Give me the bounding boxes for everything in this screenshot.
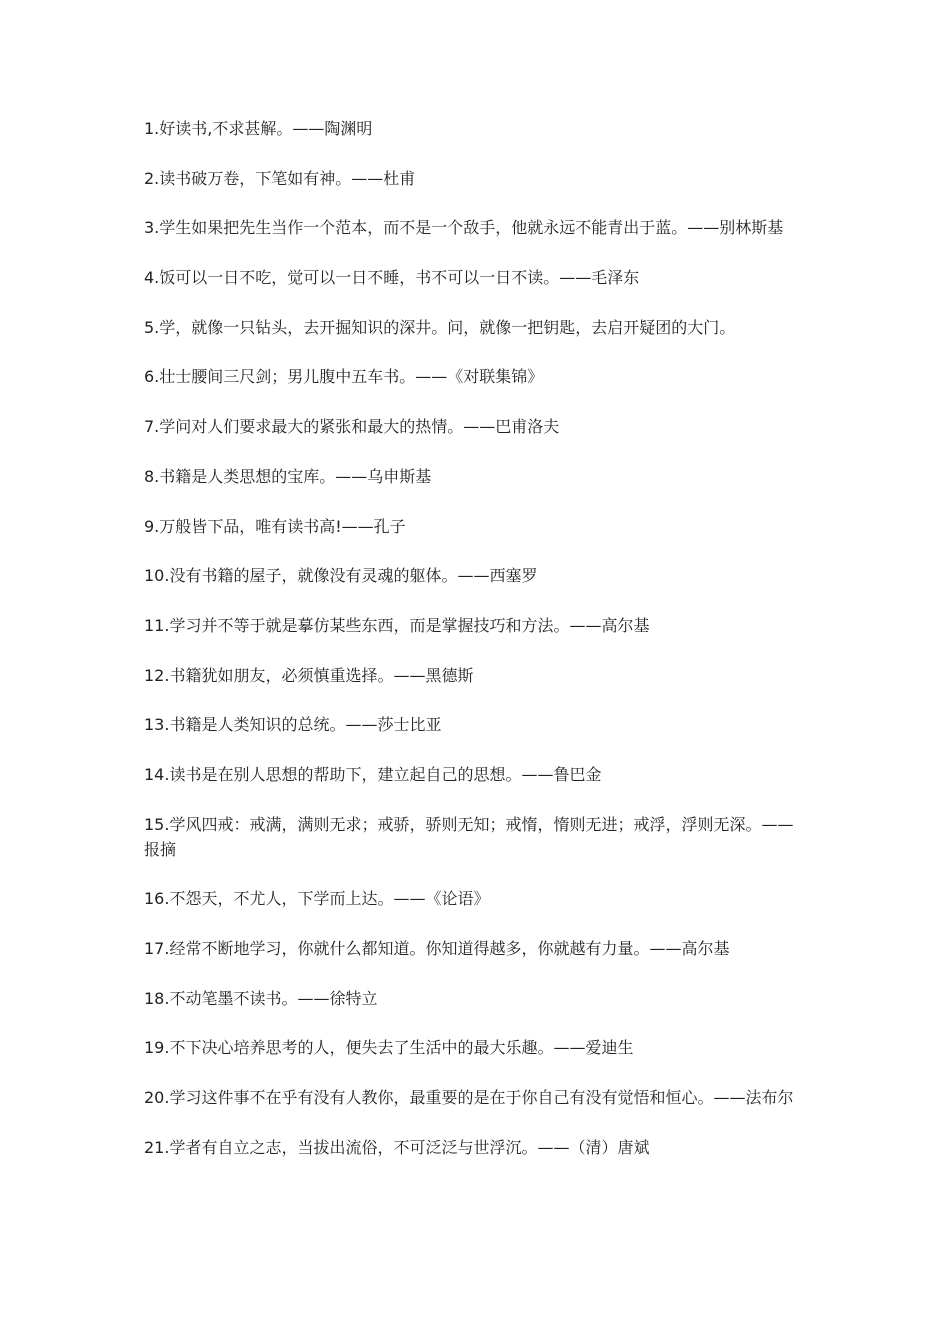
quote-item: 19.不下决心培养思考的人，便失去了生活中的最大乐趣。——爱迪生: [144, 1038, 634, 1058]
quote-item: 7.学问对人们要求最大的紧张和最大的热情。——巴甫洛夫: [144, 417, 560, 437]
quote-item: 9.万般皆下品，唯有读书高!——孔子: [144, 516, 406, 536]
quote-item: 14.读书是在别人思想的帮助下，建立起自己的思想。——鲁巴金: [144, 764, 602, 784]
quote-item: 18.不动笔墨不读书。——徐特立: [144, 988, 378, 1008]
quote-item: 1.好读书,不求甚解。——陶渊明: [144, 119, 373, 138]
quote-item: 2.读书破万卷，下笔如有神。——杜甫: [144, 168, 416, 188]
quote-item: 13.书籍是人类知识的总统。——莎士比亚: [144, 715, 442, 735]
quote-item: 5.学，就像一只钻头，去开掘知识的深井。问，就像一把钥匙，去启开疑团的大门。: [144, 317, 736, 337]
quote-list: [144, 116, 806, 1184]
quote-item: 8.书籍是人类思想的宝库。——乌申斯基: [144, 466, 432, 486]
quote-item: 10.没有书籍的屋子，就像没有灵魂的躯体。——西塞罗: [144, 566, 538, 586]
quote-item: 20.学习这件事不在乎有没有人教你，最重要的是在于你自己有没有觉悟和恒心。——法布尔: [144, 1088, 794, 1108]
quote-item: 21.学者有自立之志，当拔出流俗，不可泛泛与世浮沉。——（清）唐斌: [144, 1137, 650, 1157]
quote-item: 3.学生如果把先生当作一个范本，而不是一个敌手，他就永远不能青出于蓝。——别林斯基: [144, 218, 784, 238]
quote-item: 12.书籍犹如朋友，必须慎重选择。——黑德斯: [144, 665, 474, 685]
quote-item: 6.壮士腰间三尺剑；男儿腹中五车书。——《对联集锦》: [144, 367, 544, 387]
quote-item: 11.学习并不等于就是摹仿某些东西，而是掌握技巧和方法。——高尔基: [144, 615, 650, 635]
quote-item: 4.饭可以一日不吃，觉可以一日不睡，书不可以一日不读。——毛泽东: [144, 268, 640, 288]
quote-item: 15.学风四戒：戒满，满则无求；戒骄，骄则无知；戒惰，惰则无进；戒浮，浮则无深。——报摘: [144, 814, 794, 859]
quote-item: 16.不怨天，不尤人，下学而上达。——《论语》: [144, 889, 490, 909]
quote-item: 17.经常不断地学习，你就什么都知道。你知道得越多，你就越有力量。——高尔基: [144, 939, 730, 958]
